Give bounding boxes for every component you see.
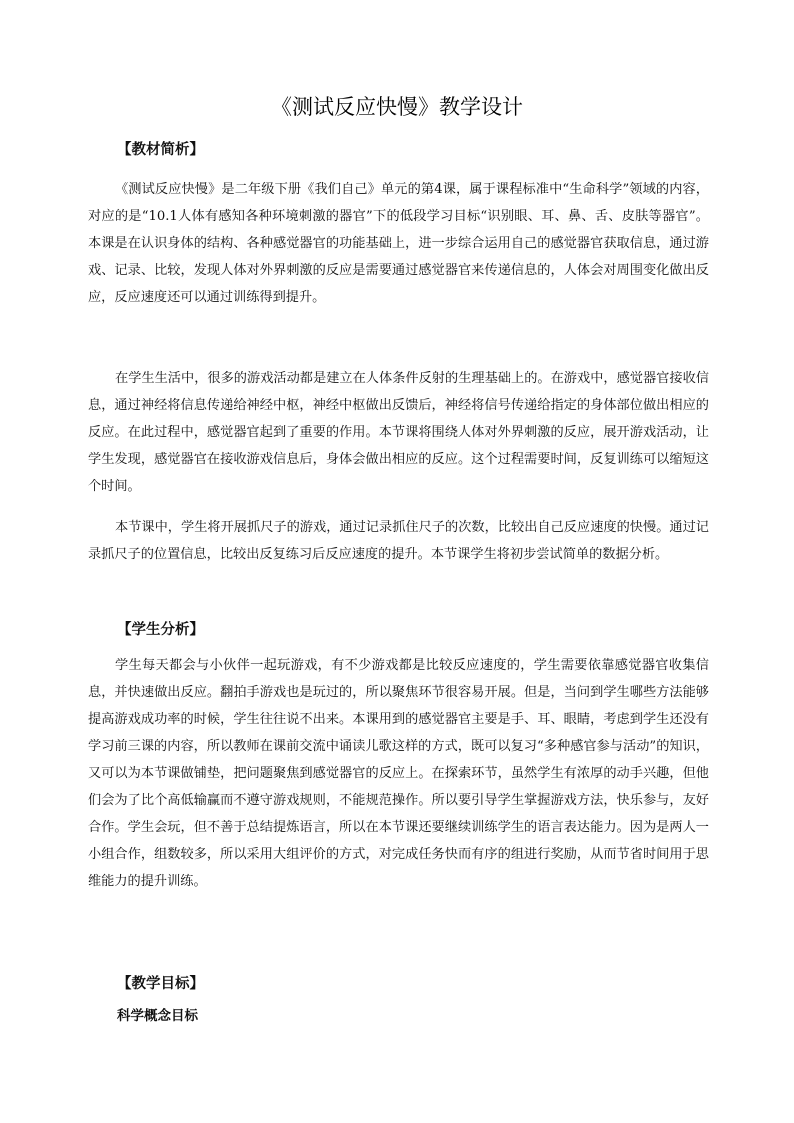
- section-heading-teaching-goals: 【教学目标】: [117, 976, 204, 992]
- paragraph-textbook-analysis-3: 本节课中，学生将开展抓尺子的游戏，通过记录抓住尺子的次数，比较出自己反应速度的快慢。通过记录抓尺子的位置信息，比较出反复练习后反应速度的提升。本节课学生将初步尝试简单的数据分析。: [88, 520, 709, 562]
- section-heading-textbook-analysis: 【教材简析】: [117, 142, 204, 158]
- paragraph-textbook-analysis-1: 《测试反应快慢》是二年级下册《我们自己》单元的第4课，属于课程标准中“生命科学”领域的内容，对应的是“10.1人体有感知各种环境刺激的器官”下的低段学习目标“识别眼、耳、鼻、舌、皮肤等器官”。本课是在认识身体的结构、各种感觉器官的功能基础上，进一步综合运用自己的感觉器官获取信息，通过游戏、记录、比较，发现人体对外界刺激的反应是需要通过感觉器官来传递信息的，人体会对周围变化做出反应，反应速度还可以通过训练得到提升。: [88, 182, 709, 305]
- paragraph-textbook-analysis-2: 在学生生活中，很多的游戏活动都是建立在人体条件反射的生理基础上的。在游戏中，感觉器官接收信息，通过神经将信息传递给神经中枢，神经中枢做出反馈后，神经将信号传递给指定的身体部位做出相应的反应。在此过程中，感觉器官起到了重要的作用。本节课将围绕人体对外界刺激的反应，展开游戏活动，让学生发现，感觉器官在接收游戏信息后，身体会做出相应的反应。这个过程需要时间，反复训练可以缩短这个时间。: [88, 371, 709, 494]
- paragraph-student-analysis: 学生每天都会与小伙伴一起玩游戏，有不少游戏都是比较反应速度的，学生需要依靠感觉器官收集信息，并快速做出反应。翻拍手游戏也是玩过的，所以聚焦环节很容易开展。但是，当问到学生哪些方法能够提高游戏成功率的时候，学生往往说不出来。本课用到的感觉器官主要是手、耳、眼睛，考虑到学生还没有学习前三课的内容，所以教师在课前交流中诵读儿歌这样的方式，既可以复习“多种感官参与活动”的知识，又可以为本节课做铺垫，把问题聚焦到感觉器官的反应上。在探索环节，虽然学生有浓厚的动手兴趣，但他们会为了比个高低输赢而不遵守游戏规则，不能规范操作。所以要引导学生掌握游戏方法，快乐参与，友好合作。学生会玩，但不善于总结提炼语言，所以在本节课还要继续训练学生的语言表达能力。因为是两人一小组合作，组数较多，所以采用大组评价的方式，对完成任务快而有序的组进行奖励，从而节省时间用于思维能力的提升训练。: [88, 658, 709, 889]
- subheading-science-concept-goals: 科学概念目标: [117, 1008, 198, 1024]
- section-heading-student-analysis: 【学生分析】: [117, 622, 204, 638]
- document-title: 《测试反应快慢》教学设计: [271, 95, 523, 119]
